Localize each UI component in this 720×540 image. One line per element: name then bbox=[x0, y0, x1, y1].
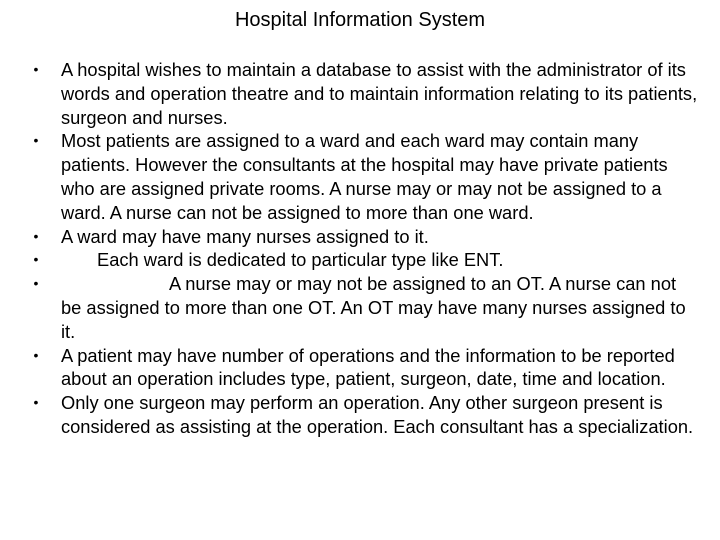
bullet-item bbox=[0, 391, 720, 439]
bullet-list bbox=[0, 58, 720, 439]
bullet-item bbox=[0, 58, 720, 129]
bullet-indent bbox=[61, 249, 97, 270]
bullet-dot-icon: • bbox=[33, 275, 39, 292]
bullet-text: A hospital wishes to maintain a database to assist with the administrator of its words and operation theatre and to maintain information relating to its patients, surgeon and nurses. bbox=[61, 59, 698, 128]
bullet-text: Each ward is dedicated to particular type like ENT. bbox=[97, 249, 504, 271]
bullet-text: A ward may have many nurses assigned to it. bbox=[61, 225, 429, 247]
bullet-text: A patient may have number of operations and the information to be reported about an operation includes type, patient, surgeon, date, time and location. bbox=[61, 344, 675, 390]
bullet-dot-icon: • bbox=[33, 346, 39, 363]
slide-title: Hospital Information System bbox=[234, 9, 486, 31]
bullet-indent bbox=[61, 273, 169, 294]
bullet-text: Only one surgeon may perform an operation. Any other surgeon present is considered as assisting at the operation. Each consultant has a specialization. bbox=[61, 392, 694, 437]
bullet-item bbox=[0, 344, 720, 392]
bullet-dot-icon: • bbox=[33, 227, 39, 244]
bullet-item bbox=[0, 272, 720, 343]
bullet-dot-icon: • bbox=[33, 251, 39, 268]
bullet-item bbox=[0, 225, 720, 249]
bullet-dot-icon: • bbox=[33, 132, 39, 149]
bullet-text: Most patients are assigned to a ward and each ward may contain many patients. However the consultants at the hospital may have private patients who are assigned private rooms. A nurse may or may not be assigned to a ward. A nurse can not be assigned to more than one ward. bbox=[61, 130, 668, 223]
bullet-text: A nurse may or may not be assigned to an OT. A nurse can not be assigned to more than one OT. An OT may have many nurses assigned to it. bbox=[61, 273, 686, 342]
bullet-dot-icon: • bbox=[33, 61, 39, 77]
bullet-dot-icon: • bbox=[33, 394, 39, 411]
bullet-item bbox=[0, 248, 720, 272]
bullet-item bbox=[0, 129, 720, 224]
